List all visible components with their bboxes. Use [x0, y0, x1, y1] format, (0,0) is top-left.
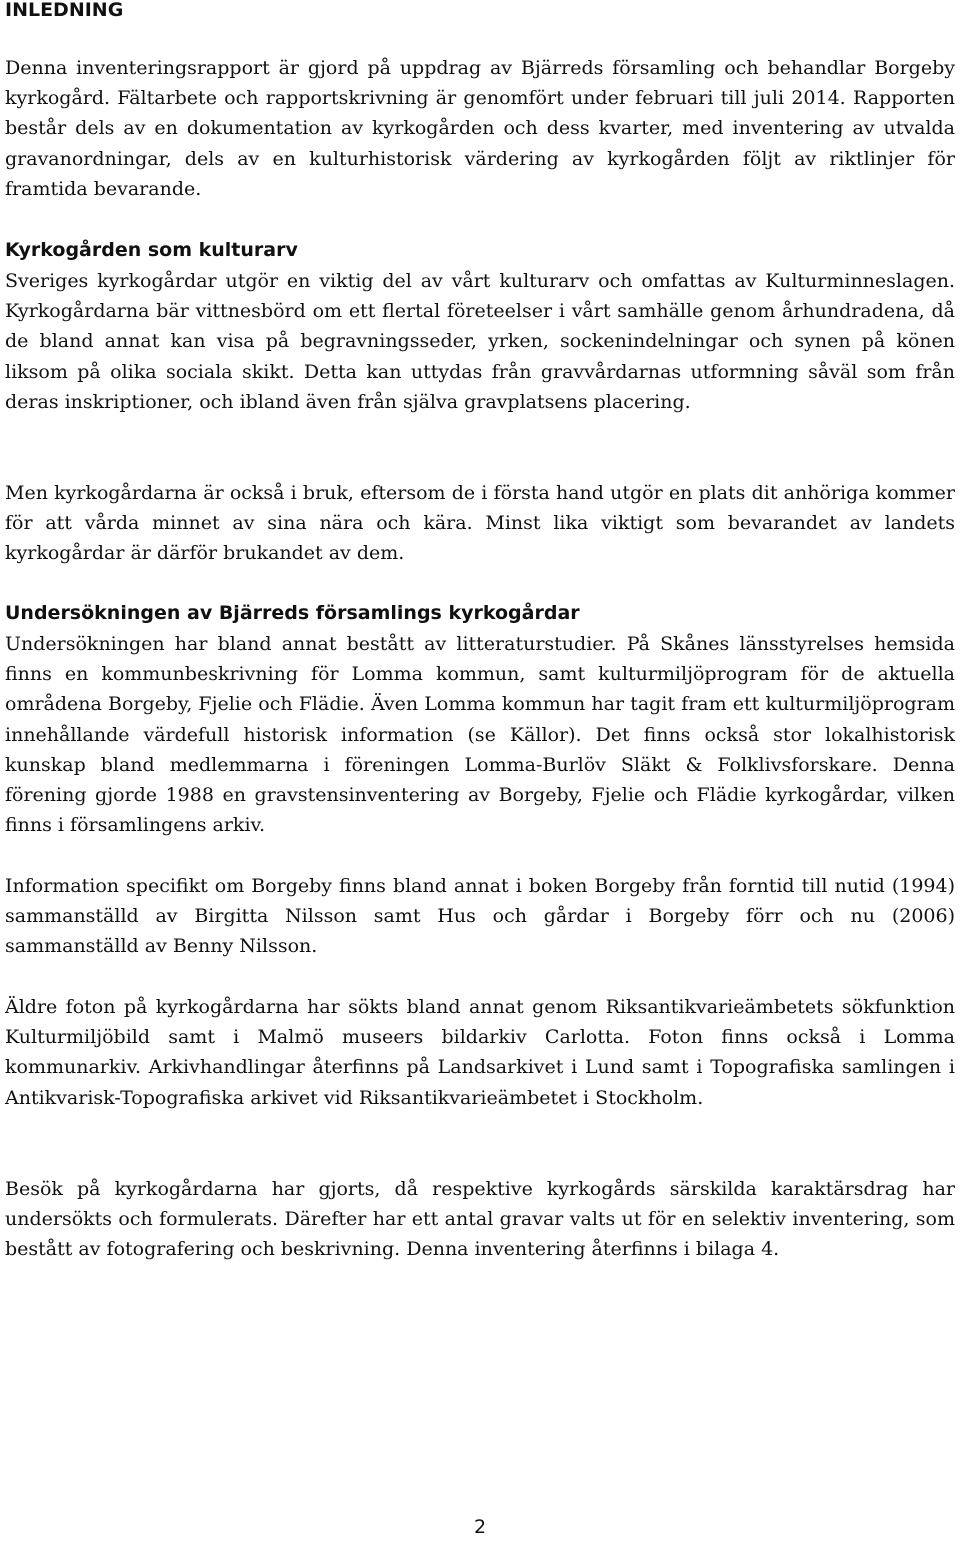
- kulturarv-paragraph-1: Sveriges kyrkogårdar utgör en viktig del av vårt kulturarv och omfattas av Kulturminneslagen. Kyrkogårdarna bär vittnesbörd om ett flertal företeelser i vårt samhälle genom århundradena, då de bland annat kan visa på begravningsseder, yrken, sockenindelningar och synen på könen liksom på olika sociala skikt. Detta kan uttydas från gravvårdarnas utformning såväl som från deras inskriptioner, och ibland även från själva gravplatsens placering.: [5, 270, 955, 413]
- undersokningen-paragraph-3: Äldre foton på kyrkogårdarna har sökts bland annat genom Riksantikvarieämbetets sökfunktion Kulturmiljöbild samt i Malmö museers bildarkiv Carlotta. Foton finns också i Lomma kommunarkiv. Arkivhandlingar återfinns på Landsarkivet i Lund samt i Topografiska samlingen i Antikvarisk-Topografiska arkivet vid Riksantikvarieämbetet i Stockholm.: [5, 996, 955, 1109]
- section-title-kulturarv: Kyrkogården som kulturarv: [5, 239, 298, 261]
- intro-paragraph: Denna inventeringsrapport är gjord på uppdrag av Bjärreds församling och behandlar Borgeby kyrkogård. Fältarbete och rapportskrivning är genomfört under februari till juli 2014. Rapporten består dels av en dokumentation av kyrkogården och dess kvarter, med inventering av utvalda gravanordningar, dels av en kulturhistorisk värdering av kyrkogården följt av riktlinjer för framtida bevarande.: [5, 57, 955, 200]
- undersokningen-paragraph-4: Besök på kyrkogårdarna har gjorts, då respektive kyrkogårds särskilda karaktärsdrag har undersökts och formulerats. Därefter har ett antal gravar valts ut för en selektiv inventering, som bestått av fotografering och beskrivning. Denna inventering återfinns i bilaga 4.: [5, 1178, 955, 1261]
- section-title-undersokningen: Undersökningen av Bjärreds församlings kyrkogårdar: [5, 602, 580, 624]
- page-number: 2: [473, 1516, 487, 1538]
- undersokningen-paragraph-1: Undersökningen har bland annat bestått av litteraturstudier. På Skånes länsstyrelses hemsida finns en kommunbeskrivning för Lomma kommun, samt kulturmiljöprogram för de aktuella områdena Borgeby, Fjelie och Flädie. Även Lomma kommun har tagit fram ett kulturmiljöprogram innehållande värdefull historisk information (se Källor). Det finns också stor lokalhistorisk kunskap bland medlemmarna i föreningen Lomma-Burlöv Släkt & Folklivsforskare. Denna förening gjorde 1988 en gravstensinventering av Borgeby, Fjelie och Flädie kyrkogårdar, vilken finns i församlingens arkiv.: [5, 633, 955, 837]
- kulturarv-paragraph-2: Men kyrkogårdarna är också i bruk, eftersom de i första hand utgör en plats dit anhöriga kommer för att vårda minnet av sina nära och kära. Minst lika viktigt som bevarandet av landets kyrkogårdar är därför brukandet av dem.: [5, 482, 955, 565]
- page-heading: INLEDNING: [5, 0, 124, 21]
- undersokningen-paragraph-2: Information specifikt om Borgeby finns bland annat i boken Borgeby från forntid till nutid (1994) sammanställd av Birgitta Nilsson samt Hus och gårdar i Borgeby förr och nu (2006) sammanställd av Benny Nilsson.: [5, 875, 955, 958]
